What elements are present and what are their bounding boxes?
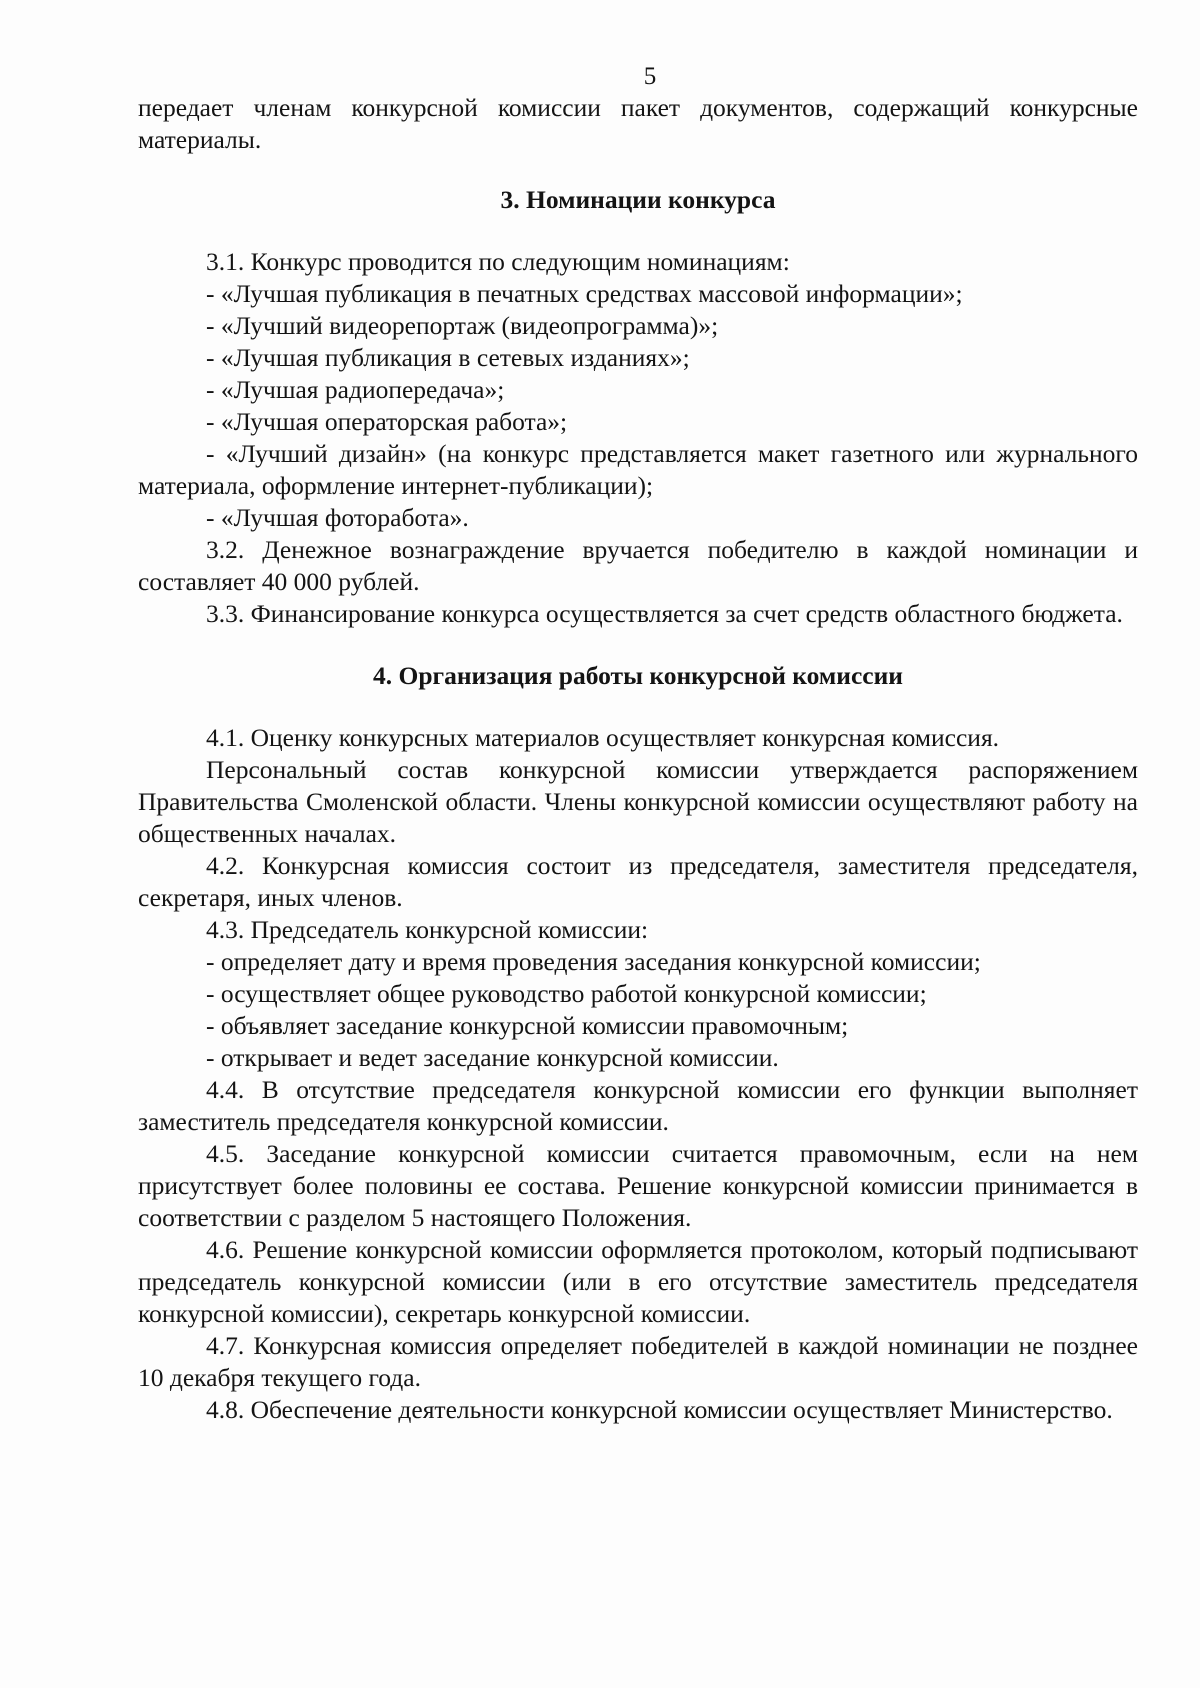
nomination-item: - «Лучшая фоторабота». <box>206 503 469 532</box>
intro-line-2: материалы. <box>138 125 262 154</box>
chair-duty-item: - осуществляет общее руководство работой конкурсной комиссии; <box>206 979 927 1008</box>
nomination-item: - «Лучшая операторская работа»; <box>206 407 568 436</box>
chair-duty-item: - объявляет заседание конкурсной комиссии правомочным; <box>206 1011 849 1040</box>
paragraph-4-1-composition: Персональный состав конкурсной комиссии утверждается распоряжением Правительства Смоленской области. Члены конкурсной комиссии осуществляют работу на общественных началах. <box>138 755 1138 848</box>
nomination-item: - «Лучший видеорепортаж (видеопрограмма)»; <box>206 311 719 340</box>
intro-line-1: передает членам конкурсной комиссии пакет документов, содержащий конкурсные <box>138 93 1138 122</box>
nomination-item: - «Лучший дизайн» (на конкурс представляется макет газетного или журнального материала, оформление интернет-публикации); <box>138 439 1138 500</box>
section-4-heading: 4. Организация работы конкурсной комиссии <box>373 661 903 690</box>
chair-duty-item: - определяет дату и время проведения заседания конкурсной комиссии; <box>206 947 981 976</box>
paragraph-4-1: 4.1. Оценку конкурсных материалов осуществляет конкурсная комиссия. <box>206 723 1000 752</box>
section-3-heading: 3. Номинации конкурса <box>500 185 776 214</box>
paragraph-3-1: 3.1. Конкурс проводится по следующим номинациям: <box>206 247 790 276</box>
document-body <box>138 92 1138 1426</box>
paragraph-4-3: 4.3. Председатель конкурсной комиссии: <box>206 915 649 944</box>
paragraph-4-5: 4.5. Заседание конкурсной комиссии считается правомочным, если на нем присутствует более половины ее состава. Решение конкурсной комиссии принимается в соответствии с разделом 5 настоящего Положения. <box>138 1139 1138 1232</box>
page-number: 5 <box>643 63 657 90</box>
chair-duty-item: - открывает и ведет заседание конкурсной комиссии. <box>206 1043 779 1072</box>
nomination-item: - «Лучшая публикация в печатных средствах массовой информации»; <box>206 279 963 308</box>
section-3-body <box>138 246 1138 630</box>
paragraph-3-2: 3.2. Денежное вознаграждение вручается победителю в каждой номинации и составляет 40 000 рублей. <box>138 535 1138 596</box>
paragraph-4-7: 4.7. Конкурсная комиссия определяет победителей в каждой номинации не позднее 10 декабря текущего года. <box>138 1331 1138 1392</box>
paragraph-4-4: 4.4. В отсутствие председателя конкурсной комиссии его функции выполняет заместитель председателя конкурсной комиссии. <box>138 1075 1138 1136</box>
paragraph-3-3: 3.3. Финансирование конкурса осуществляется за счет средств областного бюджета. <box>206 599 1123 628</box>
section-4-body <box>138 722 1138 1426</box>
nomination-item: - «Лучшая радиопередача»; <box>206 375 505 404</box>
paragraph-4-2: 4.2. Конкурсная комиссия состоит из председателя, заместителя председателя, секретаря, иных членов. <box>138 851 1138 912</box>
paragraph-4-8: 4.8. Обеспечение деятельности конкурсной комиссии осуществляет Министерство. <box>206 1395 1113 1424</box>
paragraph-4-6: 4.6. Решение конкурсной комиссии оформляется протоколом, который подписывают председатель конкурсной комиссии (или в его отсутствие заместитель председателя конкурсной комиссии), секретарь конкурсной комиссии. <box>138 1235 1138 1328</box>
nomination-item: - «Лучшая публикация в сетевых изданиях»; <box>206 343 690 372</box>
